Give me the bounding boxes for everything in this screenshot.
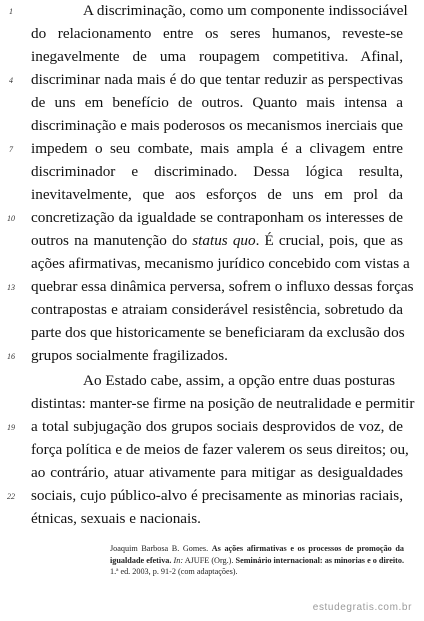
text-line-11-end: . É crucial, pois, que as [255,232,403,249]
text-line-4: discriminar nada mais é do que tentar reduzir as perspectivas [31,71,403,88]
text-line-3: inegavelmente de uma roupagem competitiva. Afinal, [31,48,403,65]
text-line-17: Ao Estado cabe, assim, a opção entre duas posturas [83,372,396,389]
citation-author: Joaquim Barbosa B. Gomes. [110,544,209,553]
text-line-11 [31,230,403,252]
line-number-10: 10 [7,214,15,223]
text-line-15: parte dos que historicamente se beneficiaram da exclusão dos [31,324,405,341]
text-line-7: impedem o seu combate, mais ampla é a clivagem entre [31,140,403,157]
line-number-7: 7 [9,145,13,154]
text-line-20: força política e de meios de fazer valerem os seus direitos; ou, [31,441,409,458]
line-number-22: 22 [7,492,15,501]
text-line-22: sociais, cujo público-alvo é precisamente as minorias raciais, [31,487,403,504]
text-line-23: étnicas, sexuais e nacionais. [31,510,201,527]
citation-in-label: In: [173,555,184,565]
line-number-4: 4 [9,76,13,85]
line-number-16: 16 [7,352,15,361]
text-line-8: discriminador e discriminado. Dessa lógica resulta, [31,163,403,180]
text-line-16: grupos socialmente fragilizados. [31,347,228,364]
text-line-6: discriminação e mais poderosos os mecanismos inerciais que [31,117,403,134]
citation-title: As ações afirmativas e os processos de promoção da igualdade efetiva. [110,544,405,565]
line-number-19: 19 [7,423,15,432]
line-number-1: 1 [9,7,13,16]
text-line-9: inevitavelmente, que aos esforços de uns em prol da [31,186,403,203]
text-line-12: ações afirmativas, mecanismo jurídico concebido com vistas a [31,255,410,272]
status-quo-italic: status quo [192,232,256,249]
text-line-21: ao contrário, atuar ativamente para mitigar as desigualdades [31,464,403,481]
citation-editor: AJUFE (Org.). [184,555,234,565]
text-line-13: quebrar essa dinâmica perversa, sofrem o influxo dessas forças [31,278,414,295]
citation-details: 1.ª ed. 2003, p. 91-2 (com adaptações). [110,567,238,576]
text-line-2: do relacionamento entre os seres humanos, reveste-se [31,25,403,42]
citation-book: Seminário internacional: as minorias e o direito. [235,555,405,565]
text-line-1: A discriminação, como um componente indissociável [83,2,408,19]
site-watermark: estudegratis.com.br [312,602,412,613]
text-line-19: a total subjugação dos grupos sociais desprovidos de voz, de [31,418,403,435]
text-line-18: distintas: manter-se firme na posição de neutralidade e permitir [31,395,415,412]
text-line-14: contrapostas e atraiam considerável resistência, sobretudo da [31,301,403,318]
text-line-5: de uns em benefício de outros. Quanto mais intensa a [31,94,403,111]
text-line-10: concretização da igualdade se contraponham os interesses de [31,209,403,226]
line-number-13: 13 [7,283,15,292]
text-line-11-start: outros na manutenção do [31,232,193,249]
citation [110,543,404,578]
